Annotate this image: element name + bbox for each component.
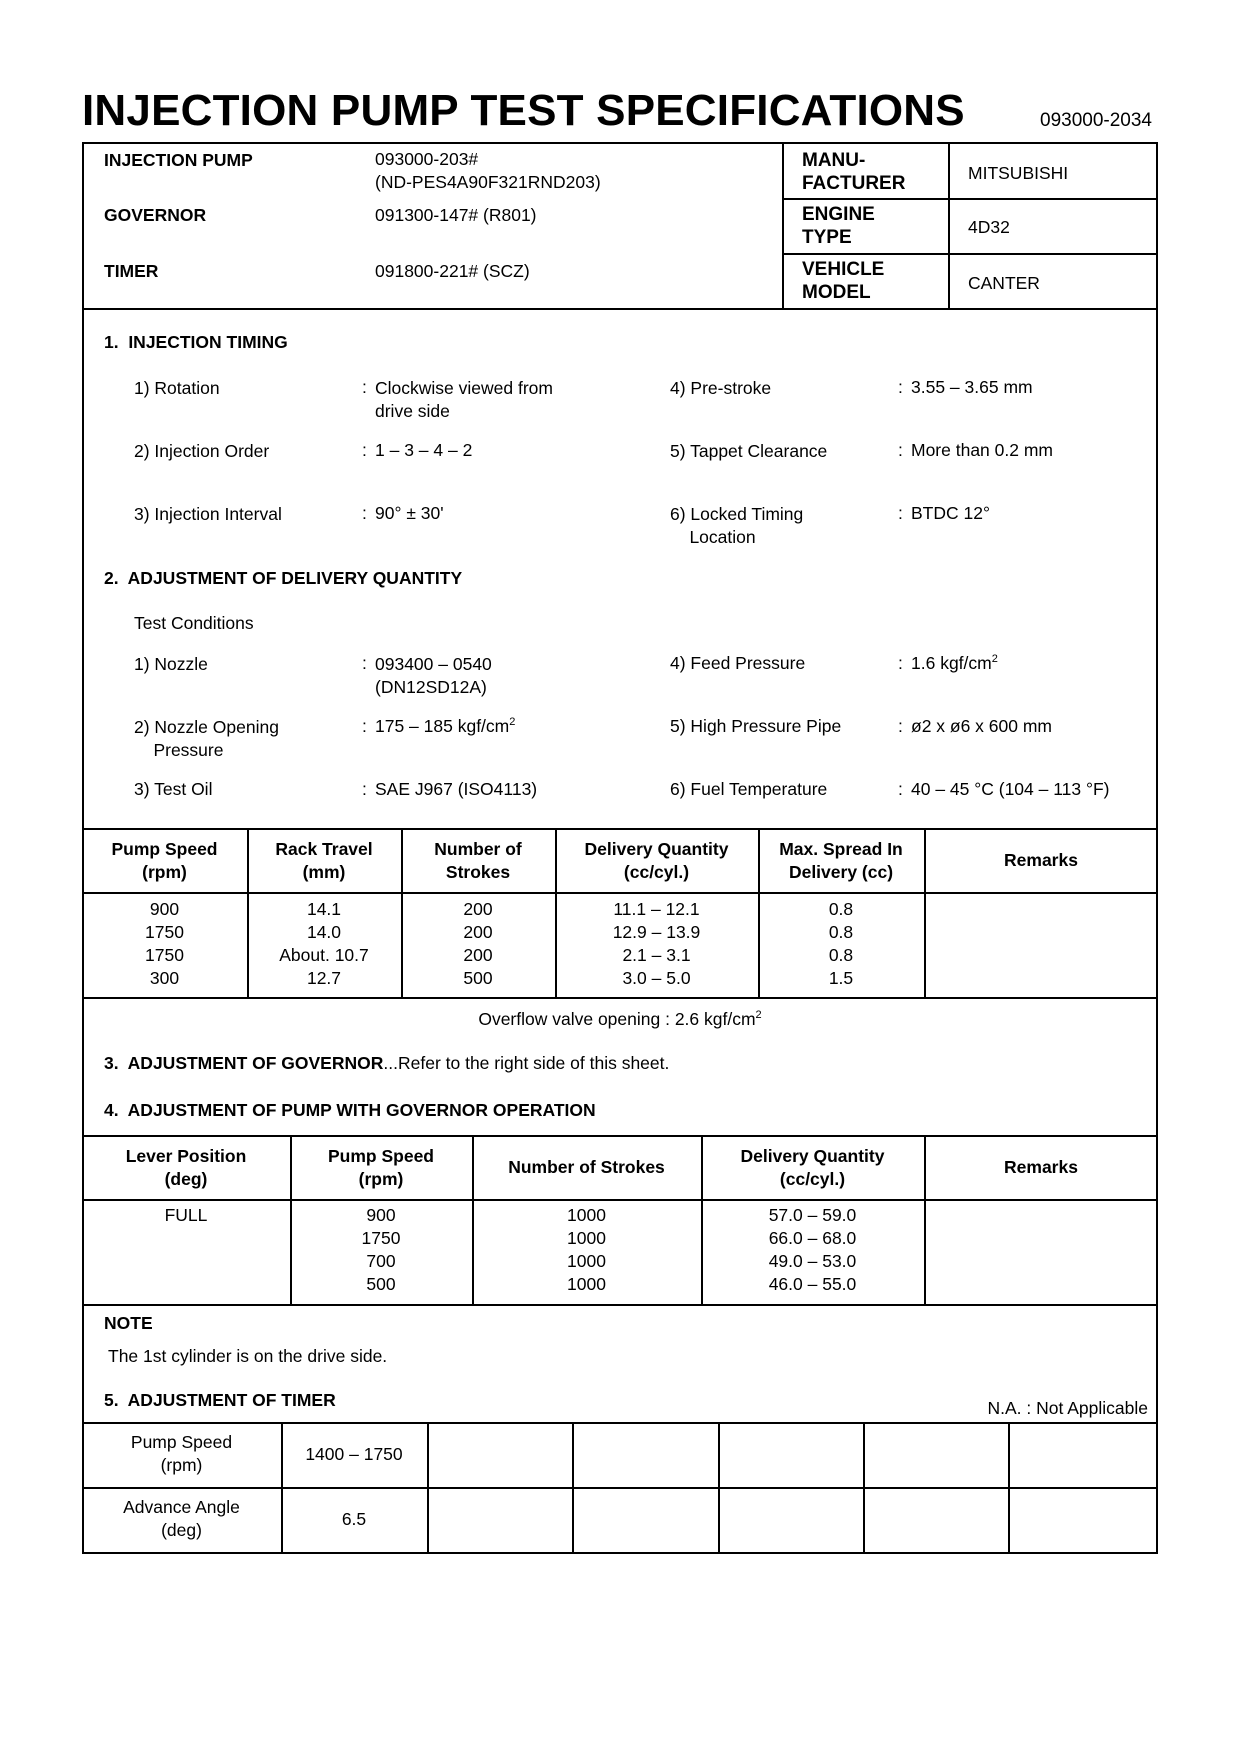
- manufacturer-label: MANU- FACTURER: [802, 150, 906, 194]
- table-cell: 3.0 – 5.0: [622, 968, 691, 988]
- table-cell: 900: [149, 899, 180, 919]
- table2-header-rule: [82, 1199, 1158, 1201]
- table-cell: 1000: [567, 1274, 606, 1294]
- table1-pump-speed-column: [82, 898, 247, 990]
- table-cell: 200: [463, 945, 493, 965]
- table-cell: 49.0 – 53.0: [768, 1251, 857, 1271]
- colon: :: [362, 503, 367, 523]
- timer-value: 091800-221# (SCZ): [375, 261, 530, 281]
- colon: :: [898, 653, 903, 673]
- section2-heading: 2. ADJUSTMENT OF DELIVERY QUANTITY: [104, 568, 463, 588]
- injection-order-value: 1 – 3 – 4 – 2: [375, 440, 473, 460]
- governor-value: 091300-147# (R801): [375, 205, 537, 225]
- table-cell: 11.1 – 12.1: [613, 899, 700, 919]
- test-oil-label: 3) Test Oil: [134, 779, 213, 799]
- feed-pressure-value: 1.6 kgf/$cm^2$: [911, 653, 998, 673]
- high-pressure-pipe-label: 5) High Pressure Pipe: [670, 716, 842, 736]
- table1-header-rule: [82, 892, 1158, 894]
- timer-table-column-divider: [281, 1422, 283, 1553]
- header-bottom-rule: [82, 308, 1158, 310]
- section5-heading: 5. ADJUSTMENT OF TIMER: [104, 1390, 336, 1410]
- table-cell: 0.8: [828, 899, 854, 919]
- table1-top-rule: [82, 828, 1158, 830]
- tappet-clearance-value: More than 0.2 mm: [911, 440, 1053, 460]
- table-cell: 0.8: [828, 922, 854, 942]
- page-title: INJECTION PUMP TEST SPECIFICATIONS: [82, 86, 965, 135]
- vehicle-model-label: VEHICLE MODEL: [802, 259, 885, 303]
- timer-table-top-rule: [82, 1422, 1158, 1424]
- section1-heading: 1. INJECTION TIMING: [104, 332, 288, 352]
- table1-header-strokes: Number of Strokes: [434, 839, 522, 882]
- table2-header-strokes: Number of Strokes: [508, 1157, 665, 1177]
- table2-top-rule: [82, 1135, 1158, 1137]
- colon: :: [362, 779, 367, 799]
- table-cell: 700: [366, 1251, 396, 1271]
- manufacturer-value: MITSUBISHI: [968, 163, 1069, 183]
- header-divider: [782, 142, 784, 308]
- table2-header-remarks: Remarks: [1004, 1157, 1078, 1177]
- table-cell: About. 10.7: [279, 945, 369, 965]
- table1-strokes-column: [401, 898, 555, 990]
- table-cell: 500: [463, 968, 493, 988]
- section4-heading: 4. ADJUSTMENT OF PUMP WITH GOVERNOR OPERATION: [104, 1100, 596, 1120]
- table-cell: 46.0 – 55.0: [768, 1274, 857, 1294]
- table-cell: 200: [463, 922, 493, 942]
- table1-header-pump-speed: Pump Speed (rpm): [111, 839, 218, 882]
- timer-table-row-rule: [82, 1487, 1158, 1489]
- table1-header-rack-travel: Rack Travel (mm): [275, 839, 373, 882]
- header-divider: [782, 253, 1158, 255]
- locked-timing-label: 6) Locked Timing Location: [670, 504, 804, 547]
- table-cell: 66.0 – 68.0: [768, 1228, 857, 1248]
- table2-header-lever-position: Lever Position (deg): [125, 1146, 247, 1189]
- table-cell: 900: [366, 1205, 396, 1225]
- header-divider: [782, 198, 1158, 200]
- governor-label: GOVERNOR: [104, 205, 207, 225]
- table-cell: 1000: [567, 1251, 606, 1271]
- table-cell: 12.9 – 13.9: [612, 922, 701, 942]
- nozzle-opening-pressure-value: 175 – 185 kgf/$cm^2$: [375, 716, 516, 736]
- timer-table-column-divider: [572, 1422, 574, 1553]
- table-cell: 1000: [567, 1205, 606, 1225]
- colon: :: [898, 779, 903, 799]
- nozzle-opening-pressure-label: 2) Nozzle Opening Pressure: [134, 717, 279, 760]
- fuel-temperature-value: 40 – 45 °C (104 – 113 °F): [911, 779, 1110, 799]
- table-cell: 14.0: [306, 922, 342, 942]
- table-cell: 14.1: [306, 899, 342, 919]
- colon: :: [362, 377, 367, 397]
- table1-header-remarks: Remarks: [1004, 850, 1078, 870]
- table-cell: 1750: [361, 1228, 401, 1248]
- colon: :: [898, 716, 903, 736]
- table1-delivery-quantity-column: [555, 898, 758, 990]
- timer-table-column-divider: [718, 1422, 720, 1553]
- table-cell: FULL: [164, 1205, 208, 1225]
- table1-rack-travel-column: [247, 898, 401, 990]
- colon: :: [898, 503, 903, 523]
- colon: :: [898, 440, 903, 460]
- table-cell: 2.1 – 3.1: [622, 945, 691, 965]
- table1-bottom-rule: [82, 997, 1158, 999]
- colon: :: [362, 653, 367, 673]
- tappet-clearance-label: 5) Tappet Clearance: [670, 441, 828, 461]
- injection-interval-value: 90° ± 30': [375, 503, 444, 523]
- table2-lever-position-column: [82, 1204, 290, 1227]
- colon: :: [362, 716, 367, 736]
- timer-table-column-divider: [1008, 1422, 1010, 1553]
- test-conditions-label: Test Conditions: [134, 613, 254, 633]
- timer-table-column-divider: [863, 1422, 865, 1553]
- high-pressure-pipe-value: ø2 x ø6 x 600 mm: [911, 716, 1053, 736]
- table-cell: 1.5: [828, 968, 854, 988]
- table-cell: 1000: [567, 1228, 606, 1248]
- table-cell: 1750: [145, 922, 184, 942]
- timer-advance-angle-value: 6.5: [341, 1509, 367, 1529]
- section3-heading: 3. ADJUSTMENT OF GOVERNOR...Refer to the right side of this sheet.: [104, 1053, 670, 1073]
- table-cell: 0.8: [828, 945, 854, 965]
- header-divider: [948, 142, 950, 308]
- timer-pump-speed-value: 1400 – 1750: [305, 1444, 403, 1464]
- rotation-label: 1) Rotation: [134, 378, 220, 398]
- colon: :: [362, 440, 367, 460]
- timer-label: TIMER: [104, 261, 159, 281]
- table2-pump-speed-column: [290, 1204, 472, 1296]
- table-cell: 57.0 – 59.0: [768, 1205, 857, 1225]
- table2-delivery-quantity-column: [701, 1204, 924, 1296]
- table1-header-max-spread: Max. Spread In Delivery (cc): [779, 839, 903, 882]
- nozzle-label: 1) Nozzle: [134, 654, 208, 674]
- note-text: The 1st cylinder is on the drive side.: [108, 1346, 388, 1366]
- colon: :: [898, 377, 903, 397]
- table-cell: 500: [366, 1274, 396, 1294]
- engine-type-value: 4D32: [968, 217, 1010, 237]
- table-cell: 200: [463, 899, 493, 919]
- table1-max-spread-column: [758, 898, 924, 990]
- test-oil-value: SAE J967 (ISO4113): [375, 779, 538, 799]
- table1-header-delivery-quantity: Delivery Quantity (cc/cyl.): [584, 839, 729, 882]
- table2-header-pump-speed: Pump Speed (rpm): [328, 1146, 434, 1189]
- locked-timing-value: BTDC 12°: [911, 503, 990, 523]
- injection-pump-value: 093000-203# (ND-PES4A90F321RND203): [375, 149, 601, 192]
- injection-order-label: 2) Injection Order: [134, 441, 270, 461]
- timer-table-column-divider: [427, 1422, 429, 1553]
- rotation-value: Clockwise viewed from drive side: [375, 378, 553, 421]
- table-cell: 300: [149, 968, 180, 988]
- table-cell: 1750: [145, 945, 184, 965]
- not-applicable-note: N.A. : Not Applicable: [987, 1398, 1148, 1418]
- table-cell: 12.7: [306, 968, 342, 988]
- injection-pump-label: INJECTION PUMP: [104, 150, 253, 170]
- pre-stroke-value: 3.55 – 3.65 mm: [911, 377, 1033, 397]
- engine-type-label: ENGINE TYPE: [802, 204, 875, 248]
- pre-stroke-label: 4) Pre-stroke: [670, 378, 772, 398]
- overflow-valve-opening: Overflow valve opening : 2.6 kgf/$cm^2$: [478, 1009, 762, 1029]
- timer-advance-angle-label: Advance Angle (deg): [123, 1497, 240, 1540]
- table2-bottom-rule: [82, 1304, 1158, 1306]
- document-number: 093000-2034: [1040, 110, 1152, 131]
- note-heading: NOTE: [104, 1313, 153, 1333]
- table2-strokes-column: [472, 1204, 701, 1296]
- fuel-temperature-label: 6) Fuel Temperature: [670, 779, 828, 799]
- feed-pressure-label: 4) Feed Pressure: [670, 653, 806, 673]
- timer-pump-speed-label: Pump Speed (rpm): [130, 1432, 233, 1475]
- vehicle-model-value: CANTER: [968, 273, 1040, 293]
- table2-header-delivery-quantity: Delivery Quantity (cc/cyl.): [740, 1146, 885, 1189]
- nozzle-value: 093400 – 0540 (DN12SD12A): [375, 654, 492, 697]
- injection-interval-label: 3) Injection Interval: [134, 504, 282, 524]
